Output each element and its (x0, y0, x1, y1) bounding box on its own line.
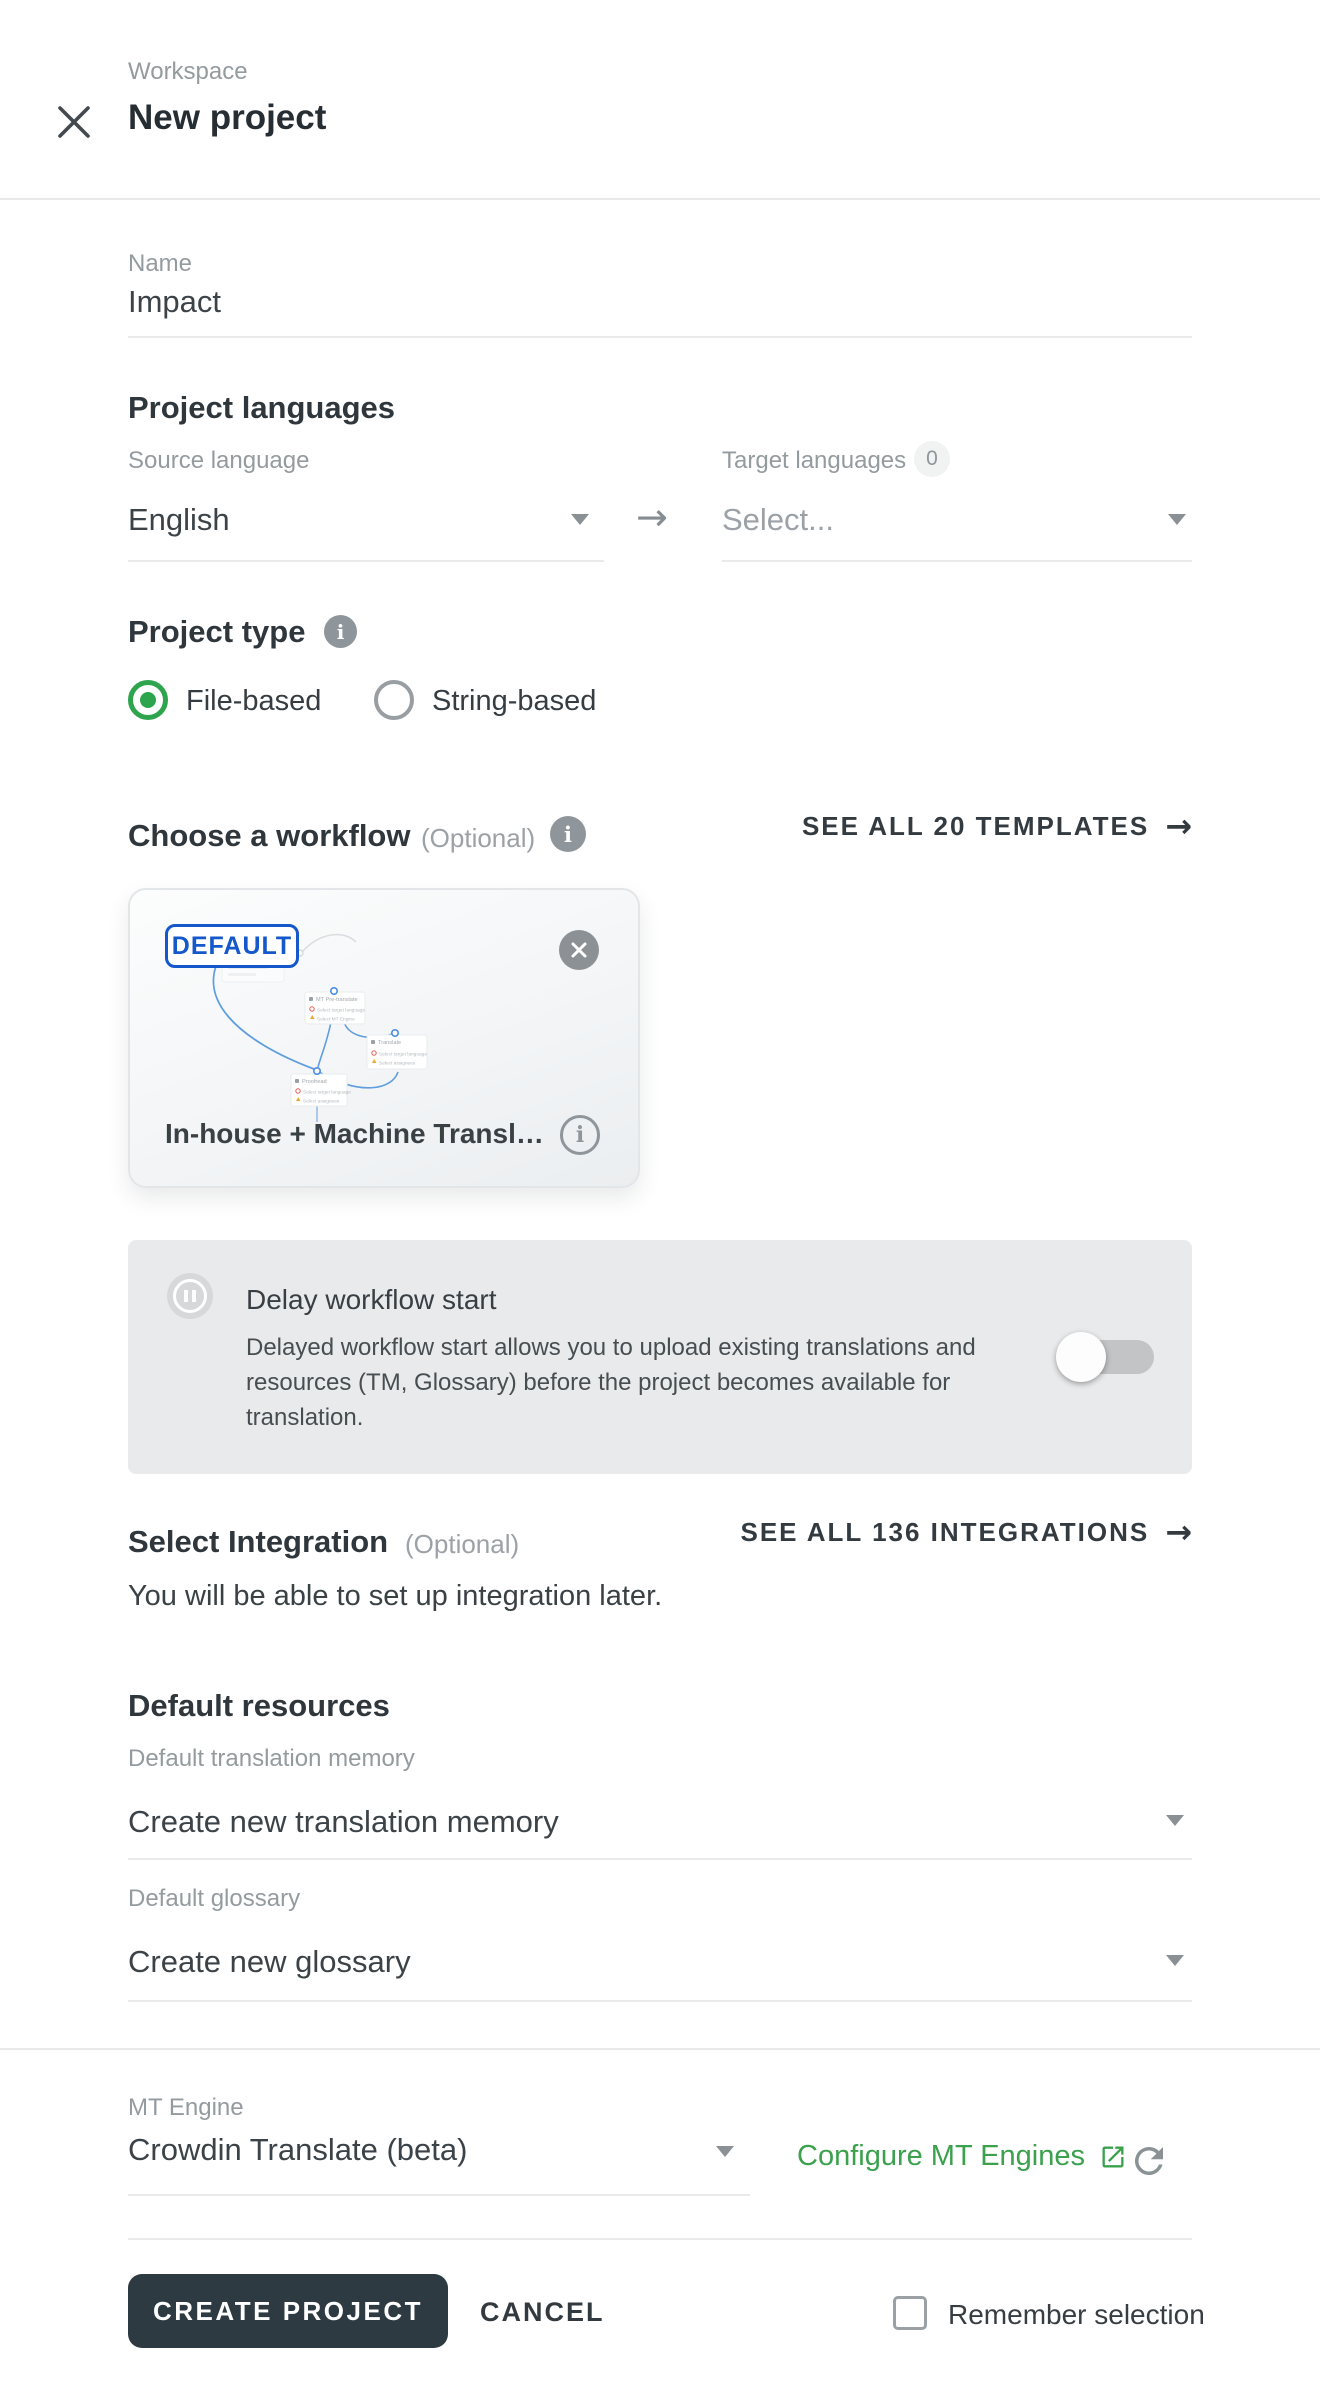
integration-note: You will be able to set up integration later. (128, 1580, 663, 1612)
default-badge: DEFAULT (165, 924, 299, 968)
source-language-underline (128, 560, 604, 562)
workflow-optional-label: (Optional) (421, 823, 536, 853)
create-project-button[interactable]: CREATE PROJECT (128, 2274, 448, 2348)
configure-mt-engines-label: Configure MT Engines (797, 2140, 1086, 2172)
source-language-label: Source language (128, 447, 310, 474)
radio-file-based[interactable] (128, 680, 168, 720)
chevron-down-icon[interactable] (1166, 1815, 1184, 1826)
svg-text:Select target language: Select target language (317, 1008, 366, 1014)
delay-workflow-panel (128, 1240, 1192, 1474)
svg-text:Select MT Engine: Select MT Engine (317, 1017, 355, 1023)
glossary-select[interactable]: Create new glossary (128, 1944, 411, 1979)
target-languages-count-badge: 0 (914, 441, 950, 477)
source-language-select[interactable]: English (128, 502, 230, 537)
remember-selection-label[interactable]: Remember selection (948, 2299, 1205, 2330)
see-all-templates-link[interactable] (801, 807, 1192, 845)
chevron-down-icon[interactable] (716, 2146, 734, 2157)
footer-divider (128, 2238, 1192, 2240)
workflow-info-icon[interactable]: i (560, 1115, 600, 1155)
svg-text:Select assignees: Select assignees (379, 1061, 416, 1067)
arrow-right-icon: → (1165, 1513, 1192, 1551)
glossary-label: Default glossary (128, 1885, 301, 1912)
chevron-down-icon[interactable] (1166, 1955, 1184, 1966)
chevron-down-icon[interactable] (571, 514, 589, 525)
mt-engine-select[interactable]: Crowdin Translate (beta) (128, 2132, 468, 2167)
name-input-underline (128, 336, 1192, 338)
translation-memory-label: Default translation memory (128, 1745, 415, 1772)
integration-optional-label: (Optional) (405, 1529, 520, 1559)
arrow-right-icon: → (636, 495, 668, 539)
delay-workflow-description: Delayed workflow start allows you to upload existing translations and resources (TM, Glossary) before the project becomes available for translation. (246, 1334, 976, 1431)
pause-icon (167, 1273, 213, 1319)
refresh-icon[interactable] (1128, 2140, 1170, 2182)
translation-memory-select[interactable]: Create new translation memory (128, 1804, 559, 1839)
arrow-right-icon: → (1165, 807, 1192, 845)
translation-memory-underline (128, 1858, 1192, 1860)
section-divider (0, 2048, 1320, 2050)
svg-text:Proofread: Proofread (302, 1079, 327, 1085)
close-icon[interactable] (54, 103, 94, 141)
choose-workflow-heading: Choose a workflow (128, 818, 411, 853)
svg-text:Select assignees: Select assignees (303, 1099, 340, 1105)
svg-text:Select target language: Select target language (379, 1052, 428, 1058)
diagram-node-proofread (291, 1074, 351, 1106)
diagram-node-translate (367, 1035, 427, 1069)
see-all-integrations-label: SEE ALL 136 INTEGRATIONS (740, 1516, 1150, 1547)
see-all-integrations-link[interactable] (740, 1513, 1192, 1551)
delay-workflow-title: Delay workflow start (246, 1284, 497, 1315)
target-languages-label: Target languages (722, 447, 907, 474)
configure-mt-engines-link[interactable] (797, 2140, 1127, 2173)
default-resources-heading: Default resources (128, 1688, 390, 1723)
radio-dot (140, 692, 156, 708)
info-icon[interactable]: i (550, 816, 586, 852)
radio-string-based-label[interactable]: String-based (432, 685, 597, 717)
breadcrumb: Workspace (128, 58, 248, 85)
external-link-icon (1099, 2143, 1127, 2171)
glossary-underline (128, 2000, 1192, 2002)
cancel-button[interactable]: CANCEL (480, 2297, 605, 2327)
workflow-card-title: In-house + Machine Transl… (165, 1118, 544, 1149)
header-divider (0, 198, 1320, 200)
toggle-knob[interactable] (1056, 1332, 1106, 1382)
radio-string-based[interactable] (374, 680, 414, 720)
svg-text:Translate: Translate (378, 1040, 402, 1046)
see-all-templates-label: SEE ALL 20 TEMPLATES (801, 810, 1150, 841)
project-type-heading: Project type (128, 614, 306, 649)
mt-engine-underline (128, 2194, 750, 2196)
chevron-down-icon[interactable] (1168, 514, 1186, 525)
page-title: New project (128, 98, 327, 137)
svg-text:MT Pre-translate: MT Pre-translate (316, 997, 358, 1003)
mt-engine-label: MT Engine (128, 2094, 244, 2121)
info-icon[interactable]: i (324, 615, 357, 648)
workflow-template-card[interactable] (128, 888, 640, 1188)
project-languages-heading: Project languages (128, 390, 396, 425)
diagram-node-mt (305, 992, 365, 1024)
delay-workflow-toggle[interactable] (1056, 1332, 1154, 1382)
svg-text:Select target language: Select target language (303, 1090, 352, 1096)
name-field-label: Name (128, 250, 193, 277)
target-languages-select[interactable]: Select... (722, 502, 834, 537)
target-languages-underline (722, 560, 1192, 562)
name-input[interactable]: Impact (128, 284, 222, 319)
remember-selection-checkbox[interactable] (893, 2296, 927, 2330)
select-integration-heading: Select Integration (128, 1524, 389, 1559)
remove-workflow-icon[interactable] (559, 930, 599, 970)
radio-file-based-label[interactable]: File-based (186, 685, 322, 717)
